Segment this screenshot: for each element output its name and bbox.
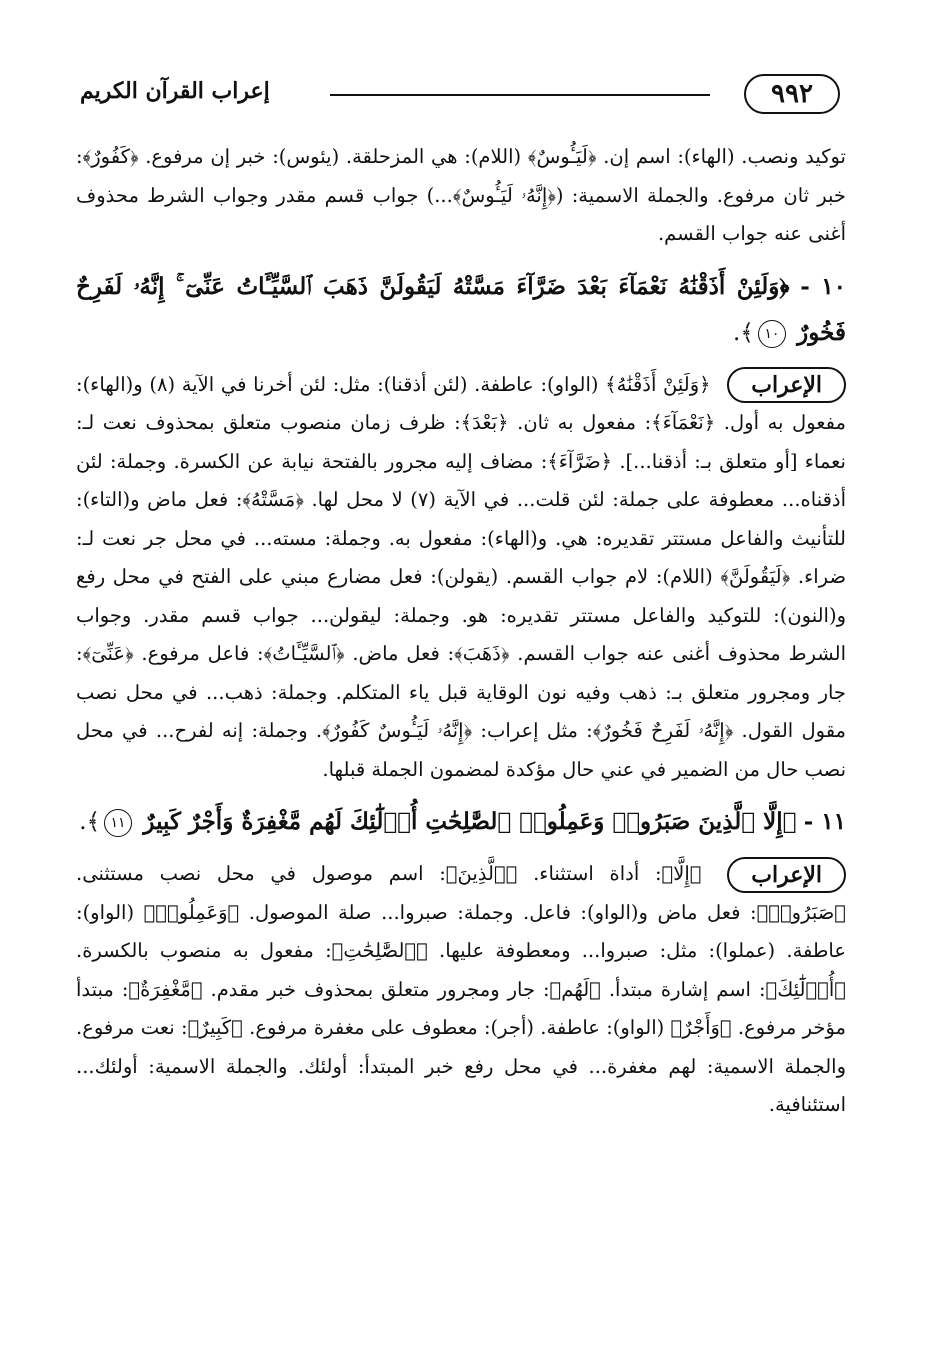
verse-closing: ﴾. <box>733 319 754 346</box>
irab-label: الإعراب <box>727 857 846 893</box>
verse-10 <box>76 264 846 356</box>
irab-text: ﴿إِلَّا﴾: أداة استثناء. ﴿ٱلَّذِينَ﴾: اسم موصول في محل نصب مستثنى. ﴿صَبَرُوا۟﴾: فعل ماض و(الواو): فاعل. وجملة: صبروا... صلة الموصول. ﴿وَعَمِلُوا۟﴾ (الواو): عاطفة. (عملوا): مثل: صبروا... ومعطوفة عليها. ﴿ٱلصَّٰلِحَٰتِ﴾: مفعول به منصوب بالكسرة. ﴿أُو۟لَٰٓئِكَ﴾: اسم إشارة مبتدأ. ﴿لَهُم﴾: جار ومجرور متعلق بمحذوف خبر مقدم. ﴿مَّغْفِرَةٌ﴾: مبتدأ مؤخر مرفوع. ﴿وَأَجْرٌ﴾ (الواو): عاطفة. (أجر): معطوف على مغفرة مرفوع. ﴿كَبِيرٌ﴾: نعت مرفوع. والجملة الاسمية: لهم مغفرة... في محل رفع خبر المبتدأ: أولئك. والجملة الاسمية: أولئك... استئنافية. <box>76 862 846 1116</box>
book-title: إعراب القرآن الكريم <box>80 78 270 104</box>
verse-closing: ﴾. <box>79 809 101 835</box>
page-header <box>70 70 850 120</box>
verse-text: ﴿وَلَئِنْ أَذَقْنَٰهُ نَعْمَآءَ بَعْدَ ضَرَّآءَ مَسَّتْهُ لَيَقُولَنَّ ذَهَبَ ٱلسَّيِّـَٔاتُ عَنِّىٓ ۚ إِنَّهُۥ لَفَرِحٌ فَخُورٌ <box>76 272 846 346</box>
verse-number: ١٠ - <box>800 272 846 300</box>
irab-paragraph-11 <box>76 855 846 1125</box>
irab-paragraph-10 <box>76 366 846 790</box>
irab-label: الإعراب <box>727 367 846 403</box>
verse-11 <box>76 799 846 845</box>
irab-text: ﴿وَلَئِنْ أَذَقْنَٰهُ﴾ (الواو): عاطفة. (لئن أذقنا): مثل: لئن أخرنا في الآية (٨) و(الهاء): مفعول به أول. ﴿نَعْمَآءَ﴾: مفعول به ثان. ﴿بَعْدَ﴾: ظرف زمان منصوب متعلق بمحذوف نعت لـ: نعماء [أو متعلق بـ: أذقنا...]. ﴿ضَرَّآءَ﴾: مضاف إليه مجرور بالفتحة نيابة عن الكسرة. وجملة: لئن أذقناه... معطوفة على جملة: لئن قلت... في الآية (٧) لا محل لها. ﴿مَسَّتْهُ﴾: فعل ماض و(التاء): للتأنيث والفاعل مستتر تقديره: هي. و(الهاء): مفعول به. وجملة: مسته... في محل جر نعت لـ: ضراء. ﴿لَيَقُولَنَّ﴾ (اللام): لام جواب القسم. (يقولن): فعل مضارع مبني على الفتح في محل رفع و(النون): للتوكيد والفاعل مستتر تقديره: هو. وجملة: ليقولن... جواب قسم مقدر. وجواب الشرط محذوف أغنى عنه جواب القسم. ﴿ذَهَبَ﴾: فعل ماض. ﴿ٱلسَّيِّـَٔاتُ﴾: فاعل مرفوع. ﴿عَنِّىٓ﴾: جار ومجرور متعلق بـ: ذهب وفيه نون الوقاية قبل ياء المتكلم. وجملة: ذهب... في محل نصب مقول القول. ﴿إِنَّهُۥ لَفَرِحٌ فَخُورٌ﴾: مثل إعراب: ﴿إِنَّهُۥ لَيَـُٔوسٌ كَفُورٌ﴾. وجملة: إنه لفرح... في محل نصب حال من الضمير في عني حال مؤكدة لمضمون الجملة قبلها. <box>76 372 846 781</box>
intro-paragraph: توكيد ونصب. (الهاء): اسم إن. ﴿لَيَـُٔوسٌ﴾ (اللام): هي المزحلقة. (يئوس): خبر إن مرفوع. ﴿كَفُورٌ﴾: خبر ثان مرفوع. والجملة الاسمية: (﴿إِنَّهُۥ لَيَـُٔوسٌ﴾...) جواب قسم مقدر وجواب الشرط محذوف أغنى عنه جواب القسم. <box>76 145 846 245</box>
ayah-end-marker: ١١ <box>104 809 132 837</box>
page-content <box>76 138 846 1125</box>
header-rule <box>330 94 710 96</box>
page-number: ٩٩٢ <box>744 74 840 114</box>
ayah-end-marker: ١٠ <box>758 320 786 348</box>
verse-number: ١١ - <box>803 808 846 835</box>
verse-text: ﴿إِلَّا ٱلَّذِينَ صَبَرُوا۟ وَعَمِلُوا۟ ٱلصَّٰلِحَٰتِ أُو۟لَٰٓئِكَ لَهُم مَّغْفِرَةٌ وَأَجْرٌ كَبِيرٌ <box>143 808 797 835</box>
